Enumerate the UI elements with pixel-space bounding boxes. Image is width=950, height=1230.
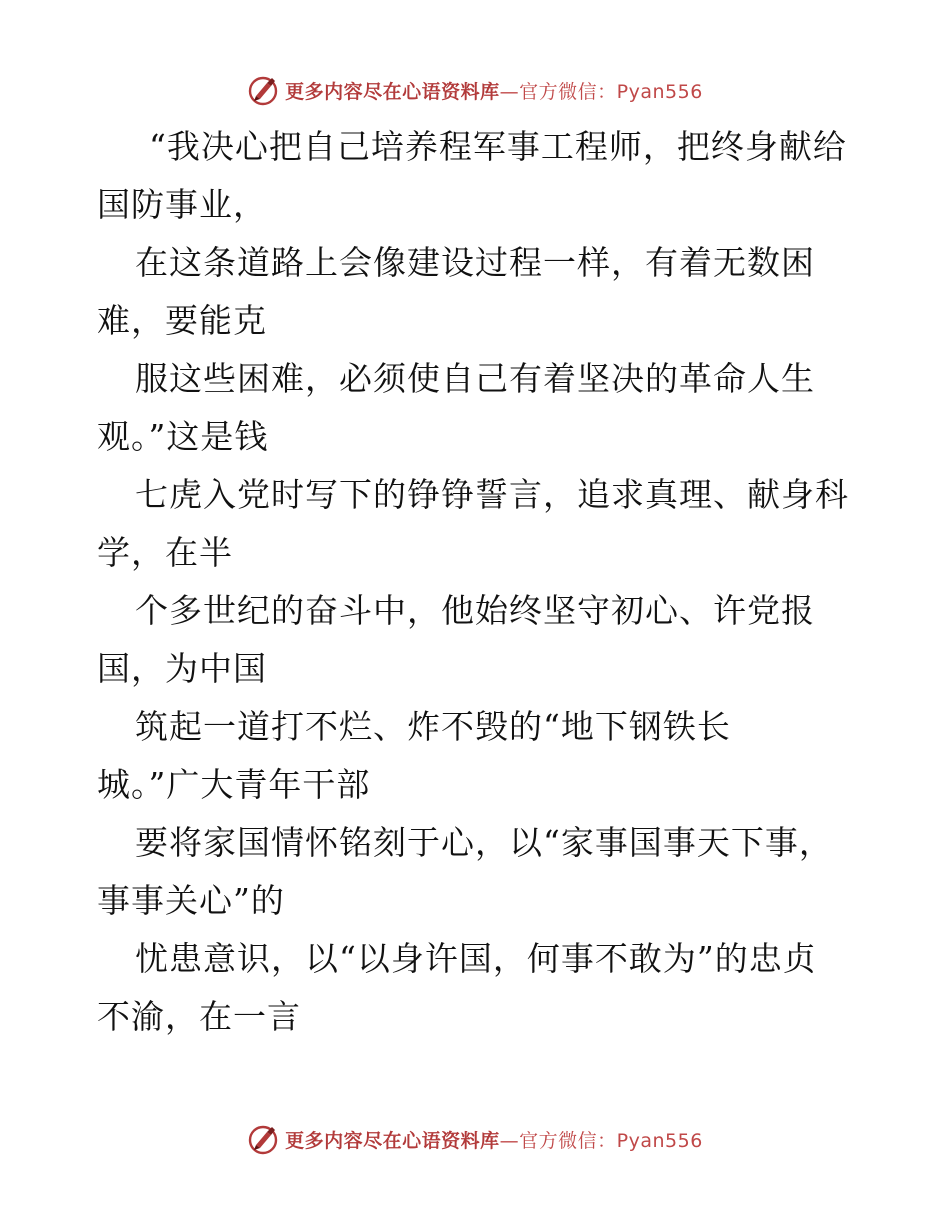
pen-logo-icon bbox=[247, 74, 279, 106]
body-line: 忧患意识，以“以身许国，何事不敢为”的忠贞 bbox=[135, 939, 817, 978]
body-line: 在这条道路上会像建设过程一样，有着无数困 bbox=[135, 243, 815, 282]
pen-logo-icon bbox=[247, 1123, 279, 1155]
body-line: 观。”这是钱 bbox=[97, 417, 269, 456]
body-line: 城。”广大青年干部 bbox=[97, 765, 371, 804]
body-line: 服这些困难，必须使自己有着坚决的革命人生 bbox=[135, 359, 815, 398]
body-line: 学，在半 bbox=[97, 533, 233, 572]
document-body bbox=[97, 118, 877, 1046]
body-line: 难，要能克 bbox=[97, 301, 267, 340]
header-wechat-text: —官方微信：Pyan556 bbox=[499, 80, 703, 103]
footer-watermark bbox=[0, 1119, 950, 1159]
body-line: 事事关心”的 bbox=[97, 881, 285, 920]
header-watermark bbox=[0, 70, 950, 110]
body-line: 个多世纪的奋斗中，他始终坚守初心、许党报 bbox=[135, 591, 815, 630]
body-line: 七虎入党时写下的铮铮誓言，追求真理、献身科 bbox=[135, 475, 849, 514]
footer-brand-text: 更多内容尽在心语资料库 bbox=[285, 1129, 500, 1152]
body-line: 国防事业， bbox=[97, 185, 267, 224]
body-line: 国，为中国 bbox=[97, 649, 267, 688]
body-line: 筑起一道打不烂、炸不毁的“地下钢铁长 bbox=[135, 707, 731, 746]
header-brand-text: 更多内容尽在心语资料库 bbox=[285, 80, 500, 103]
footer-wechat-text: —官方微信：Pyan556 bbox=[499, 1129, 703, 1152]
body-line: “我决心把自己培养程军事工程师，把终身献给 bbox=[149, 127, 847, 166]
body-line: 不渝，在一言 bbox=[97, 997, 301, 1036]
body-line: 要将家国情怀铭刻于心，以“家事国事天下事， bbox=[135, 823, 833, 862]
